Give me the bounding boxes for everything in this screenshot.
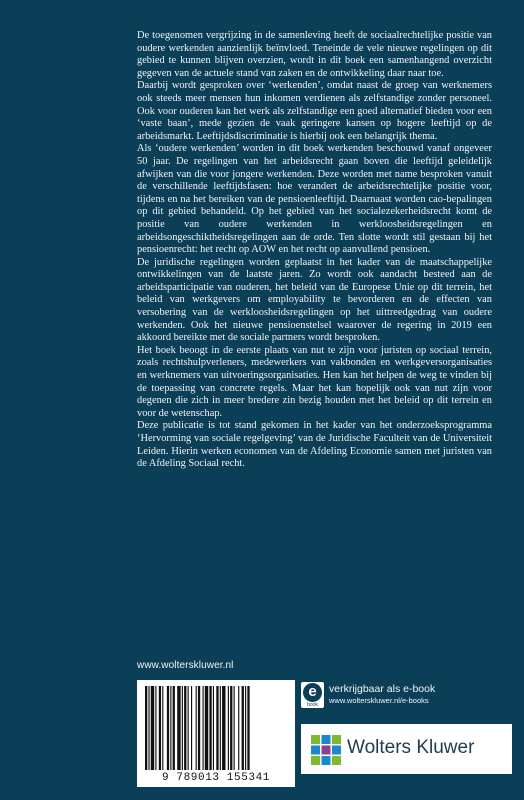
- blurb-paragraph-1: De toegenomen vergrijzing in de samenleving heeft de sociaalrechtelijke positie van oudere werkenden aanzienlijk beïnvloed. Teneinde de vele nieuwe regelingen op dit gebied te kunnen blijven overzien, wordt in dit boek een samenhangend overzicht gegeven van de actuele stand van zaken en de ontwikkeling daar naar toe.: [137, 30, 492, 79]
- wolters-kluwer-logo-icon: [311, 735, 341, 765]
- ebook-label: verkrijgbaar als e-book: [329, 683, 436, 695]
- blurb-paragraph-6: Deze publicatie is tot stand gekomen in het kader van het onderzoeksprogramma ‘Hervorming van sociale regelgeving’ van de Juridische Faculteit van de Universiteit Leiden. Hierin werken economen van de Afdeling Economie samen met juristen van de Afdeling Sociaal recht.: [137, 420, 492, 470]
- publisher-website[interactable]: www.wolterskluwer.nl: [137, 660, 234, 671]
- ebook-icon-label: book: [307, 702, 318, 708]
- publisher-name: Wolters Kluwer: [347, 737, 475, 758]
- ebook-icon: e book: [301, 682, 324, 708]
- ebook-badge[interactable]: [301, 682, 511, 708]
- blurb-paragraph-5: Het boek beoogt in de eerste plaats van nut te zijn voor juristen op sociaal terrein, zoals rechtshulpverleners, medewerkers van vakbonden en werkgeversorganisaties en werknemers van uitvoeringsorganisaties. Hen kan het helpen de weg te vinden bij de toepassing van concrete regels. Maar het kan hopelijk ook van nut zijn voor degenen die zich in meer bredere zin bezig houden met het beleid op dit terrein en voor de wetenschap.: [137, 344, 492, 419]
- ebook-url[interactable]: www.wolterskluwer.nl/e-books: [329, 696, 429, 705]
- barcode-bars: [145, 686, 287, 770]
- blurb-paragraph-3: Als ‘oudere werkenden’ worden in dit boek werkenden beschouwd vanaf ongeveer 50 jaar. De regelingen van het arbeidsrecht gaan boven die leeftijd geleidelijk afwijken van die voor jongere werkenden. Deze worden met name besproken vanuit de verschillende leeftijdsfasen: hoe verandert de arbeidsrechtelijke positie voor, tijdens en na het bereiken van de pensioenleeftijd. Daarnaast worden cao-bepalingen op dit gebied behandeld. Op het gebied van het socialezekerheidsrecht komt de positie van oudere werkenden in werkloosheidsregelingen en arbeidsongeschiktheidsregelingen aan de orde. Ten slotte wordt stil gestaan bij het pensioenrecht: het recht op AOW en het recht op aanvullend pensioen.: [137, 143, 492, 256]
- blurb-paragraph-2: Daarbij wordt gesproken over ‘werkenden’, omdat naast de groep van werknemers ook steeds meer mensen hun inkomen verdienen als zelfstandige zonder personeel. Ook voor ouderen kan het werk als zelfstandige een goed alternatief bieden voor een ‘vaste baan’, mede gezien de vaak geringere kansen op hogere leeftijd op de arbeidsmarkt. Leeftijdsdiscriminatie is hierbij ook een belangrijk thema.: [137, 80, 492, 142]
- isbn-digits: 9 789013 155341: [161, 772, 271, 784]
- blurb-paragraph-4: De juridische regelingen worden geplaatst in het kader van de maatschappelijke ontwikkelingen van de laatste jaren. Zo wordt ook aandacht besteed aan de arbeidsparticipatie van ouderen, het beleid van de Europese Unie op dit terrein, het beleid van werkgevers om employability te bevorderen en de effecten van versobering van de werkloosheidsregelingen op het uittreedgedrag van oudere werkenden. Ook het nieuwe pensioenstelsel waarover de regering in 2019 een akkoord bereikte met de sociale partners wordt besproken.: [137, 256, 492, 344]
- isbn-barcode: [137, 680, 295, 787]
- blurb-text: [137, 30, 492, 471]
- publisher-logo: [301, 724, 512, 774]
